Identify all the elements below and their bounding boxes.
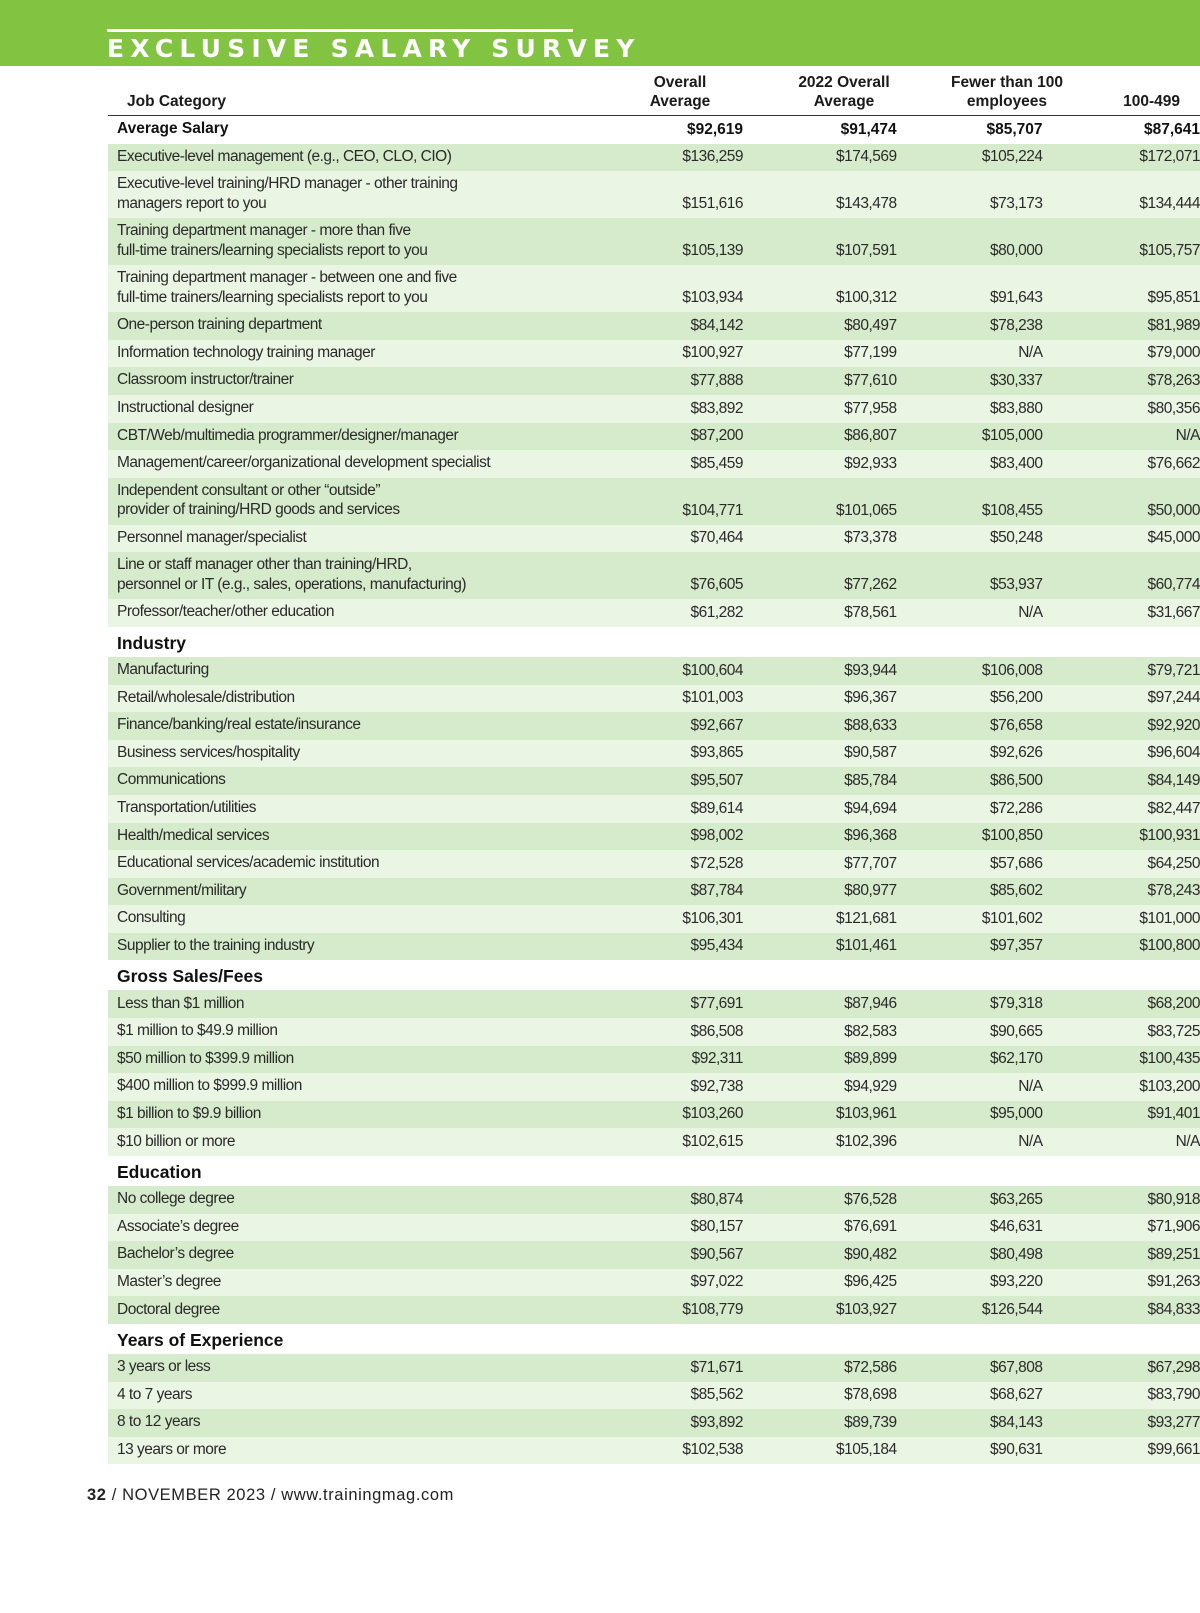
table-row	[108, 265, 1200, 312]
table-row	[108, 395, 1200, 423]
cell-value: N/A	[1175, 427, 1200, 445]
table-row	[108, 218, 1200, 265]
cell-value: $89,739	[844, 1413, 897, 1431]
cell-value: $63,265	[990, 1190, 1043, 1208]
cell-value: $80,977	[844, 882, 897, 900]
page-number: 32	[87, 1486, 107, 1504]
cell-value: N/A	[1018, 1133, 1043, 1151]
cell-value: N/A	[1175, 1133, 1200, 1151]
table-row	[108, 850, 1200, 878]
cell-value: $82,583	[844, 1022, 897, 1040]
cell-value: $79,721	[1147, 661, 1200, 679]
row-label: $10 billion or more	[117, 1132, 236, 1150]
cell-value: $50,248	[990, 529, 1043, 547]
cell-value: $90,482	[844, 1245, 897, 1263]
cell-value: $56,200	[990, 689, 1043, 707]
cell-value: $67,298	[1147, 1358, 1200, 1376]
cell-value: $84,143	[990, 1413, 1043, 1431]
cell-value: $103,200	[1139, 1077, 1200, 1095]
cell-value: $94,929	[844, 1077, 897, 1095]
row-label: Consulting	[117, 909, 186, 927]
cell-value: $92,738	[690, 1077, 743, 1095]
table-row	[108, 1382, 1200, 1410]
cell-value: $68,200	[1147, 995, 1200, 1013]
row-label: 4 to 7 years	[117, 1385, 192, 1403]
row-label: Doctoral degree	[117, 1300, 220, 1318]
section-title: Gross Sales/Fees	[117, 966, 263, 987]
cell-value: $85,602	[990, 882, 1043, 900]
cell-value: $53,937	[990, 576, 1043, 594]
cell-value: $83,790	[1147, 1386, 1200, 1404]
table-row	[108, 740, 1200, 768]
cell-value: $84,833	[1147, 1301, 1200, 1318]
cell-value: $76,658	[990, 716, 1043, 734]
cell-value: $78,263	[1147, 371, 1200, 389]
cell-value: $100,927	[682, 344, 743, 362]
row-label: Associate’s degree	[117, 1217, 239, 1235]
cell-value: $77,199	[844, 344, 897, 362]
table-row	[108, 1101, 1200, 1129]
cell-value: $136,259	[682, 148, 743, 166]
cell-value: $91,263	[1147, 1273, 1200, 1291]
cell-value: $78,698	[844, 1386, 897, 1404]
cell-value: $86,500	[990, 771, 1043, 789]
cell-value: $31,667	[1147, 603, 1200, 621]
summary-row	[108, 116, 1200, 144]
cell-value: $105,224	[981, 148, 1043, 166]
cell-value: $94,694	[844, 799, 897, 817]
cell-value: $71,671	[690, 1358, 743, 1376]
cell-value: $76,691	[844, 1218, 897, 1236]
column-header-fewer-than-100: Fewer than 100 employees	[951, 74, 1063, 110]
table-header	[108, 72, 1200, 116]
cell-value: $89,899	[844, 1050, 897, 1068]
cell-value: $106,008	[981, 661, 1043, 679]
cell-value: $87,784	[690, 882, 743, 900]
row-label: CBT/Web/multimedia programmer/designer/manager	[117, 426, 459, 444]
table-row	[108, 1354, 1200, 1382]
cell-value: $97,022	[690, 1273, 743, 1291]
cell-value: $68,627	[990, 1386, 1043, 1404]
cell-value: $30,337	[990, 371, 1043, 389]
page-footer	[87, 1486, 454, 1505]
row-label: No college degree	[117, 1190, 235, 1208]
cell-value: $92,933	[844, 454, 897, 472]
row-label: Less than $1 million	[117, 994, 244, 1012]
cell-value: $93,277	[1147, 1413, 1200, 1431]
cell-value: $83,880	[990, 399, 1043, 417]
cell-value: $82,447	[1147, 799, 1200, 817]
cell-value: $102,538	[682, 1441, 743, 1459]
cell-value: $126,544	[981, 1301, 1043, 1318]
row-label: Retail/wholesale/distribution	[117, 688, 295, 706]
cell-value: $96,368	[844, 827, 897, 845]
cell-value: $93,944	[844, 661, 897, 679]
row-label: Bachelor’s degree	[117, 1245, 234, 1263]
cell-value: $77,888	[690, 371, 743, 389]
cell-value: $91,401	[1147, 1105, 1200, 1123]
section-title: Education	[117, 1162, 202, 1183]
cell-value: $64,250	[1147, 854, 1200, 872]
table-row	[108, 933, 1200, 961]
cell-value: $83,892	[690, 399, 743, 417]
cell-value: $76,605	[690, 576, 743, 594]
cell-value: $88,633	[844, 716, 897, 734]
table-row	[108, 685, 1200, 713]
cell-value: $93,220	[990, 1273, 1043, 1291]
cell-value: $76,528	[844, 1190, 897, 1208]
cell-value: $85,459	[690, 454, 743, 472]
cell-value: $92,920	[1147, 716, 1200, 734]
cell-value: $108,779	[682, 1301, 743, 1318]
cell-value: $61,282	[690, 603, 743, 621]
cell-value: $101,602	[981, 909, 1043, 927]
row-label: $50 million to $399.9 million	[117, 1049, 294, 1067]
row-label: Line or staff manager other than training/HRD, personnel or IT (e.g., sales, operations, manufacturing)	[117, 556, 467, 593]
row-label: Average Salary	[117, 120, 229, 138]
row-label: Executive-level training/HRD manager - other training managers report to you	[117, 175, 458, 212]
cell-value: $100,604	[682, 661, 743, 679]
cell-value: $121,681	[835, 909, 897, 927]
cell-value: $95,434	[690, 937, 743, 955]
cell-value: $86,807	[844, 427, 897, 445]
cell-value: $78,561	[844, 603, 897, 621]
row-label: $400 million to $999.9 million	[117, 1077, 302, 1095]
cell-value: $89,614	[690, 799, 743, 817]
column-header-2022-overall-average: 2022 Overall Average	[798, 74, 890, 110]
row-label: Transportation/utilities	[117, 799, 257, 816]
cell-value: $67,808	[990, 1358, 1043, 1376]
cell-value: $101,000	[1139, 909, 1200, 927]
cell-value: $77,691	[690, 995, 743, 1013]
page-title: EXCLUSIVE SALARY SURVEY	[107, 34, 641, 63]
cell-value: $45,000	[1147, 529, 1200, 547]
cell-value: $81,989	[1147, 316, 1200, 334]
table-row	[108, 990, 1200, 1018]
cell-value: $77,262	[844, 576, 897, 594]
table-row	[108, 878, 1200, 906]
cell-value: $73,378	[844, 529, 897, 547]
table-row	[108, 450, 1200, 478]
row-label: 8 to 12 years	[117, 1413, 201, 1431]
cell-value: $103,260	[682, 1105, 743, 1123]
table-row	[108, 1437, 1200, 1465]
cell-value: $85,784	[844, 771, 897, 789]
cell-value: $90,665	[990, 1022, 1043, 1040]
cell-value: $93,892	[690, 1413, 743, 1431]
cell-value: $151,616	[682, 195, 743, 213]
cell-value: $80,000	[990, 242, 1043, 260]
cell-value: $85,562	[690, 1386, 743, 1404]
row-label: Finance/banking/real estate/insurance	[117, 716, 361, 734]
cell-value: $143,478	[835, 195, 897, 213]
cell-value: $105,184	[835, 1441, 897, 1459]
cell-value: $105,139	[682, 242, 743, 260]
cell-value: $90,567	[690, 1245, 743, 1263]
column-header-job-category: Job Category	[127, 93, 227, 110]
salary-table	[108, 72, 1200, 1464]
cell-value: $77,958	[844, 399, 897, 417]
row-label: Master’s degree	[117, 1272, 221, 1290]
table-row	[108, 478, 1200, 525]
cell-value: $57,686	[990, 854, 1043, 872]
cell-value: $106,301	[682, 909, 743, 927]
table-row	[108, 423, 1200, 451]
table-row	[108, 599, 1200, 627]
cell-value: $101,003	[682, 689, 743, 707]
cell-value: $102,396	[835, 1133, 897, 1151]
cell-value: $174,569	[835, 148, 897, 166]
cell-value: $96,367	[844, 689, 897, 707]
cell-value: $100,435	[1139, 1050, 1200, 1068]
cell-value: $96,604	[1147, 744, 1200, 762]
cell-value: N/A	[1018, 603, 1043, 621]
cell-value: $101,065	[835, 501, 897, 519]
cell-value: $108,455	[981, 501, 1043, 519]
cell-value: $78,243	[1147, 882, 1200, 900]
row-label: 13 years or more	[117, 1440, 227, 1458]
cell-value: $92,626	[990, 744, 1043, 762]
cell-value: $60,774	[1147, 576, 1200, 594]
row-label: Instructional designer	[117, 399, 254, 417]
cell-value: $91,474	[840, 120, 897, 138]
cell-value: $102,615	[682, 1133, 743, 1151]
header-rule	[107, 29, 573, 32]
cell-value: $103,927	[835, 1301, 897, 1318]
table-row	[108, 795, 1200, 823]
cell-value: $92,311	[691, 1050, 743, 1068]
section-title: Industry	[117, 632, 187, 653]
cell-value: $78,238	[990, 316, 1043, 334]
row-label: Educational services/academic institution	[117, 854, 380, 872]
table-row	[108, 823, 1200, 851]
cell-value: $134,444	[1139, 195, 1200, 213]
column-header-overall-average: Overall Average	[649, 74, 711, 110]
table-row	[108, 1296, 1200, 1324]
column-header-100-499: 100-499	[1123, 93, 1180, 110]
cell-value: $87,200	[690, 427, 743, 445]
cell-value: $70,464	[690, 529, 743, 547]
cell-value: $80,874	[690, 1190, 743, 1208]
cell-value: $90,587	[844, 744, 897, 762]
table-row	[108, 312, 1200, 340]
table-row	[108, 1409, 1200, 1437]
table-row	[108, 1046, 1200, 1074]
cell-value: $93,865	[690, 744, 743, 762]
cell-value: $95,000	[990, 1105, 1043, 1123]
cell-value: $101,461	[835, 937, 897, 955]
table-row	[108, 767, 1200, 795]
row-label: $1 billion to $9.9 billion	[117, 1104, 261, 1122]
cell-value: $90,631	[990, 1441, 1043, 1459]
cell-value: $79,318	[990, 995, 1043, 1013]
cell-value: $95,507	[690, 771, 743, 789]
row-label: One-person training department	[117, 316, 322, 334]
cell-value: $72,528	[690, 854, 743, 872]
row-label: Management/career/organizational development specialist	[117, 454, 491, 472]
row-label: $1 million to $49.9 million	[117, 1022, 278, 1040]
cell-value: $72,286	[990, 799, 1043, 817]
row-label: Executive-level management (e.g., CEO, CLO, CIO)	[117, 147, 452, 165]
table-row	[108, 1214, 1200, 1242]
cell-value: $172,071	[1139, 148, 1200, 166]
cell-value: $100,931	[1139, 827, 1200, 845]
footer-text: / NOVEMBER 2023 / www.trainingmag.com	[106, 1486, 454, 1504]
cell-value: $98,002	[690, 827, 743, 845]
cell-value: $80,498	[990, 1245, 1043, 1263]
cell-value: $89,251	[1147, 1245, 1200, 1263]
row-label: Supplier to the training industry	[117, 936, 315, 954]
table-row	[108, 712, 1200, 740]
section-title: Years of Experience	[117, 1330, 284, 1350]
cell-value: $62,170	[990, 1050, 1043, 1068]
table-row	[108, 905, 1200, 933]
cell-value: $83,400	[990, 454, 1043, 472]
cell-value: $71,906	[1147, 1218, 1200, 1236]
cell-value: $100,850	[981, 827, 1043, 845]
cell-value: $80,918	[1147, 1190, 1200, 1208]
row-label: Training department manager - more than five full-time trainers/learning specialists report to you	[117, 222, 428, 259]
row-label: 3 years or less	[117, 1358, 211, 1376]
cell-value: $97,244	[1147, 689, 1200, 707]
cell-value: $100,800	[1139, 937, 1200, 955]
row-label: Health/medical services	[117, 826, 270, 844]
cell-value: $107,591	[835, 242, 897, 260]
cell-value: N/A	[1018, 344, 1043, 362]
row-label: Manufacturing	[117, 661, 209, 679]
cell-value: $77,707	[844, 854, 897, 872]
table-row	[108, 1269, 1200, 1297]
cell-value: $105,757	[1139, 242, 1200, 260]
table-row	[108, 1128, 1200, 1156]
table-row	[108, 171, 1200, 218]
table-row	[108, 1241, 1200, 1269]
row-label: Personnel manager/specialist	[117, 528, 307, 546]
table-row	[108, 144, 1200, 172]
cell-value: $84,149	[1147, 771, 1200, 789]
cell-value: $105,000	[981, 427, 1043, 445]
cell-value: $91,643	[990, 289, 1043, 307]
cell-value: $95,851	[1147, 289, 1200, 307]
cell-value: $77,610	[844, 371, 897, 389]
cell-value: $80,356	[1147, 399, 1200, 417]
cell-value: $50,000	[1147, 501, 1200, 519]
cell-value: $87,641	[1143, 120, 1200, 138]
cell-value: $104,771	[682, 501, 743, 519]
table-row	[108, 340, 1200, 368]
cell-value: $72,586	[844, 1358, 897, 1376]
cell-value: $86,508	[690, 1022, 743, 1040]
cell-value: $76,662	[1147, 454, 1200, 472]
cell-value: $92,667	[690, 716, 743, 734]
cell-value: $83,725	[1147, 1022, 1200, 1040]
cell-value: $84,142	[690, 316, 743, 334]
table-row	[108, 367, 1200, 395]
cell-value: $46,631	[990, 1218, 1043, 1236]
row-label: Independent consultant or other “outside” provider of training/HRD goods and services	[117, 481, 400, 519]
table-row	[108, 1073, 1200, 1101]
table-row	[108, 657, 1200, 685]
row-label: Information technology training manager	[117, 343, 375, 361]
cell-value: $73,173	[990, 195, 1043, 213]
cell-value: $103,934	[682, 289, 743, 307]
table-row	[108, 1186, 1200, 1214]
table-body	[108, 116, 1200, 1464]
row-label: Government/military	[117, 881, 247, 899]
cell-value: $97,357	[990, 937, 1043, 955]
row-label: Business services/hospitality	[117, 743, 300, 761]
cell-value: $99,661	[1147, 1441, 1200, 1459]
cell-value: $92,619	[686, 120, 743, 138]
table-row	[108, 1018, 1200, 1046]
cell-value: $103,961	[835, 1105, 897, 1123]
cell-value: $79,000	[1147, 344, 1200, 362]
cell-value: $85,707	[986, 120, 1043, 138]
cell-value: $80,497	[844, 316, 897, 334]
cell-value: $80,157	[690, 1218, 743, 1236]
table-row	[108, 552, 1200, 599]
row-label: Training department manager - between one and five full-time trainers/learning specialists report to you	[117, 269, 457, 306]
row-label: Communications	[117, 771, 226, 789]
cell-value: $96,425	[844, 1273, 897, 1291]
cell-value: N/A	[1018, 1077, 1043, 1095]
table-row	[108, 525, 1200, 553]
cell-value: $87,946	[844, 995, 897, 1013]
cell-value: $100,312	[835, 289, 897, 307]
header-band	[0, 0, 1200, 66]
row-label: Professor/teacher/other education	[117, 603, 334, 621]
row-label: Classroom instructor/trainer	[117, 371, 294, 389]
